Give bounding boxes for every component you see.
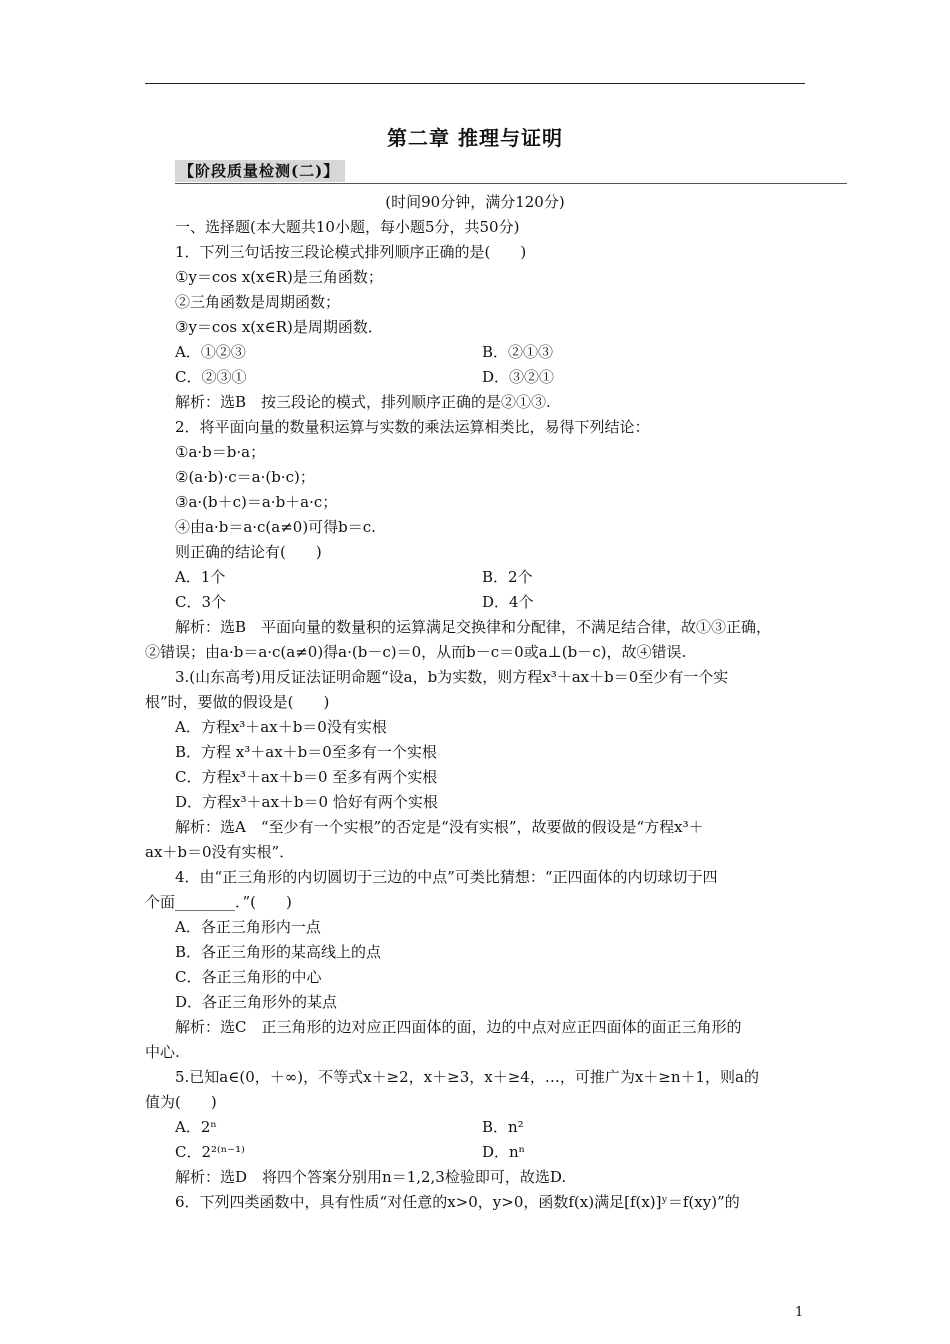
text-line: B．方程 x³＋ax＋b＝0至多有一个实根 xyxy=(175,743,437,761)
text-line: 个面________．”( ) xyxy=(145,893,292,911)
text-line: ①a·b＝b·a； xyxy=(175,443,266,461)
time-line: (时间90分钟，满分120分) xyxy=(385,193,565,211)
text-line: 5.已知a∈(0，＋∞)，不等式x＋≥2，x＋≥3，x＋≥4，…，可推广为x＋≥n＋1，则a的 xyxy=(175,1068,759,1086)
header-rule xyxy=(145,83,805,84)
text-line: A．2ⁿ xyxy=(175,1118,217,1136)
text-line: 中心. xyxy=(145,1043,180,1061)
text-line: 解析：选A “至少有一个实根”的否定是“没有实根”，故要做的假设是“方程x³＋ xyxy=(175,818,704,836)
text-line: C．②③① xyxy=(175,368,247,386)
option-right: B．②①③ xyxy=(482,343,554,361)
text-line: ax＋b＝0没有实根”． xyxy=(145,843,295,861)
text-line: ③a·(b＋c)＝a·b＋a·c； xyxy=(175,493,338,511)
stage-label: 【阶段质量检测(二)】 xyxy=(175,160,345,182)
text-line: 解析：选D 将四个答案分别用n＝1,2,3检验即可，故选D. xyxy=(175,1168,567,1186)
stage-rule xyxy=(175,183,847,184)
text-line: 值为( ) xyxy=(145,1093,217,1111)
text-line: D．各正三角形外的某点 xyxy=(175,993,338,1011)
text-line: D．方程x³＋ax＋b＝0 恰好有两个实根 xyxy=(175,793,438,811)
text-line: 根”时，要做的假设是( ) xyxy=(145,693,330,711)
text-line: 解析：选B 按三段论的模式，排列顺序正确的是②①③. xyxy=(175,393,551,411)
text-line: 解析：选C 正三角形的边对应正四面体的面，边的中点对应正四面体的面正三角形的 xyxy=(175,1018,742,1036)
text-line: 3.(山东高考)用反证法证明命题“设a，b为实数，则方程x³＋ax＋b＝0至少有一个实 xyxy=(175,668,729,686)
text-line: A．方程x³＋ax＋b＝0没有实根 xyxy=(175,718,387,736)
text-line: A．①②③ xyxy=(175,343,246,361)
text-line: A．1个 xyxy=(175,568,226,586)
text-line: C．3个 xyxy=(175,593,227,611)
option-right: D．nⁿ xyxy=(482,1143,526,1161)
text-line: 6．下列四类函数中，具有性质“对任意的x>0，y>0，函数f(x)满足[f(x)]ʸ＝f(xy)”的 xyxy=(175,1193,740,1211)
text-line: C．各正三角形的中心 xyxy=(175,968,322,986)
text-line: C．方程x³＋ax＋b＝0 至多有两个实根 xyxy=(175,768,438,786)
option-right: B．2个 xyxy=(482,568,533,586)
option-right: D．4个 xyxy=(482,593,534,611)
text-line: C．2²⁽ⁿ⁻¹⁾ xyxy=(175,1143,245,1161)
option-right: D．③②① xyxy=(482,368,555,386)
text-line: A．各正三角形内一点 xyxy=(175,918,321,936)
text-line: 4．由“正三角形的内切圆切于三边的中点”可类比猜想：“正四面体的内切球切于四 xyxy=(175,868,718,886)
text-line: B．各正三角形的某高线上的点 xyxy=(175,943,382,961)
text-line: ②三角函数是周期函数； xyxy=(175,293,341,311)
text-line: ①y＝cos x(x∈R)是三角函数； xyxy=(175,268,383,286)
text-line: 2．将平面向量的数量积运算与实数的乘法运算相类比，易得下列结论： xyxy=(175,418,650,436)
text-line: ②错误；由a·b＝a·c(a≠0)得a·(b－c)＝0，从而b－c＝0或a⊥(b－c)，故④错误. xyxy=(145,643,687,661)
chapter-title: 第二章 推理与证明 xyxy=(387,126,563,150)
option-right: B．n² xyxy=(482,1118,524,1136)
text-line: ②(a·b)·c＝a·(b·c)； xyxy=(175,468,315,486)
text-line: ③y＝cos x(x∈R)是周期函数． xyxy=(175,318,383,336)
text-line: 1．下列三句话按三段论模式排列顺序正确的是( ) xyxy=(175,243,527,261)
text-line: 一、选择题(本大题共10小题，每小题5分，共50分) xyxy=(175,218,520,236)
page-number: 1 xyxy=(795,1305,804,1320)
text-line: 则正确的结论有( ) xyxy=(175,543,322,561)
text-line: 解析：选B 平面向量的数量积的运算满足交换律和分配律，不满足结合律，故①③正确， xyxy=(175,618,772,636)
text-line: ④由a·b＝a·c(a≠0)可得b＝c. xyxy=(175,518,376,536)
